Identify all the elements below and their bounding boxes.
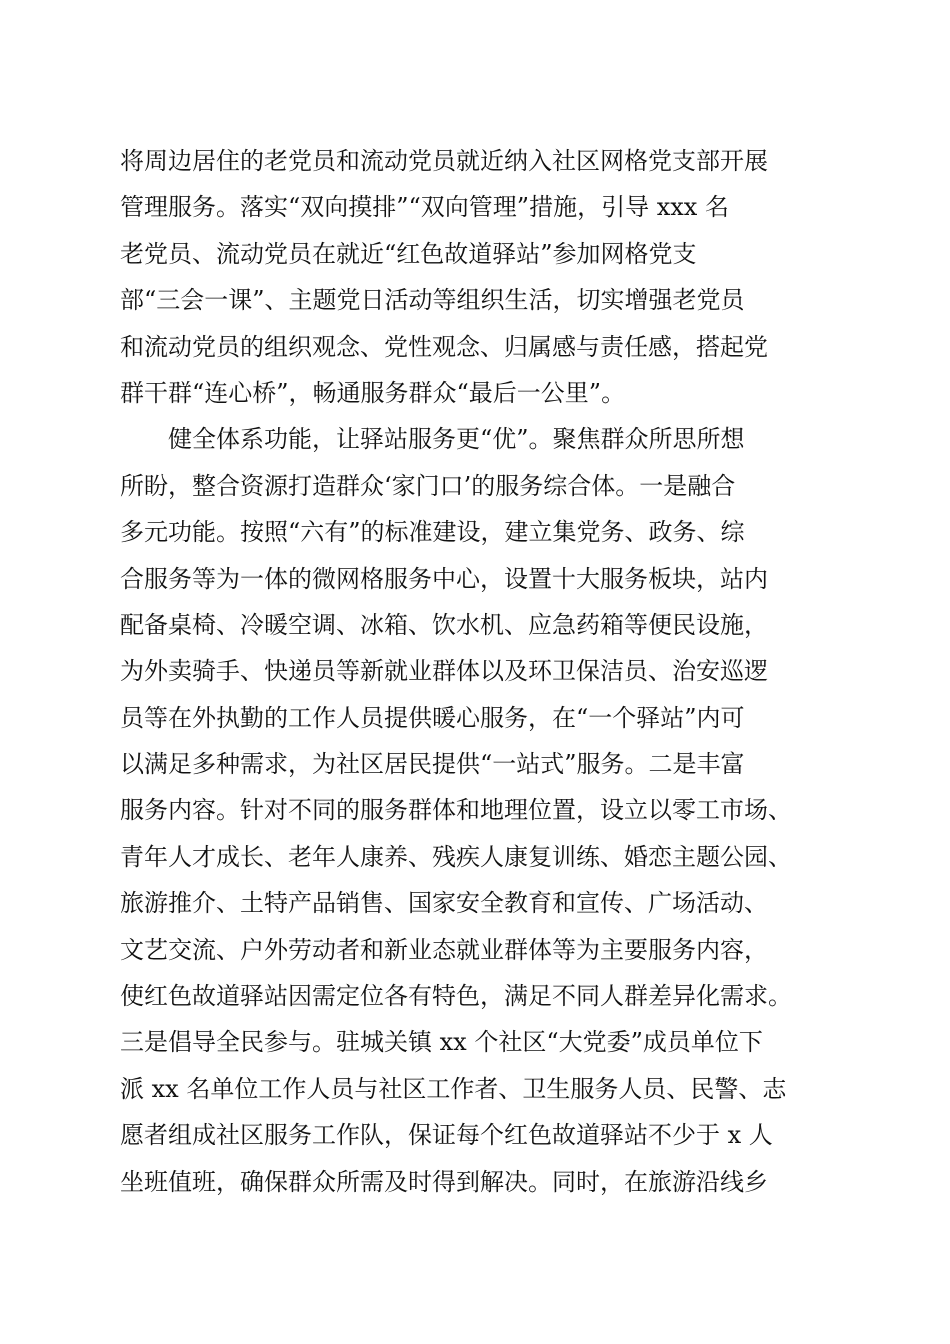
text-line: 多元功能。按照“六有”的标准建设，建立集党务、政务、综	[120, 518, 745, 547]
text-line: 员等在外执勤的工作人员提供暖心服务，在“一个驿站”内可	[120, 703, 745, 732]
text-line: 健全体系功能，让驿站服务更“优”。聚焦群众所思所想	[168, 425, 745, 454]
paragraph	[120, 138, 840, 416]
text-line: 合服务等为一体的微网格服务中心，设置十大服务板块，站内	[120, 564, 768, 593]
text-line: 文艺交流、户外劳动者和新业态就业群体等为主要服务内容，	[120, 935, 768, 964]
text-line: 愿者组成社区服务工作队，保证每个红色故道驿站不少于 x 人	[120, 1121, 773, 1150]
text-line: 青年人才成长、老年人康养、残疾人康复训练、婚恋主题公园、	[120, 842, 792, 871]
text-line: 使红色故道驿站因需定位各有特色，满足不同人群差异化需求。	[120, 982, 792, 1011]
text-line: 管理服务。落实“双向摸排”“双向管理”措施，引导 xxx 名	[120, 193, 729, 222]
paragraph	[120, 416, 840, 1205]
text-line: 群干群“连心桥”，畅通服务群众“最后一公里”。	[120, 378, 626, 407]
text-line: 三是倡导全民参与。驻城关镇 xx 个社区“大党委”成员单位下	[120, 1028, 763, 1057]
text-line: 派 xx 名单位工作人员与社区工作者、卫生服务人员、民警、志	[120, 1074, 787, 1103]
text-line: 将周边居住的老党员和流动党员就近纳入社区网格党支部开展	[120, 147, 768, 175]
text-line: 老党员、流动党员在就近“红色故道驿站”参加网格党支	[120, 239, 697, 268]
text-line: 所盼，整合资源打造群众‘家门口’的服务综合体。一是融合	[120, 471, 736, 500]
body-text	[120, 138, 840, 1205]
text-line: 以满足多种需求，为社区居民提供“一站式”服务。二是丰富	[120, 750, 745, 779]
text-line: 为外卖骑手、快递员等新就业群体以及环卫保洁员、治安巡逻	[120, 657, 768, 686]
text-line: 和流动党员的组织观念、党性观念、归属感与责任感，搭起党	[120, 332, 768, 361]
text-line: 配备桌椅、冷暖空调、冰箱、饮水机、应急药箱等便民设施，	[120, 610, 768, 639]
text-line: 旅游推介、土特产品销售、国家安全教育和宣传、广场活动、	[120, 889, 768, 918]
text-line: 坐班值班，确保群众所需及时得到解决。同时，在旅游沿线乡	[120, 1167, 768, 1196]
text-line: 部“三会一课”、主题党日活动等组织生活，切实增强老党员	[120, 286, 745, 315]
text-line: 服务内容。针对不同的服务群体和地理位置，设立以零工市场、	[120, 796, 792, 825]
